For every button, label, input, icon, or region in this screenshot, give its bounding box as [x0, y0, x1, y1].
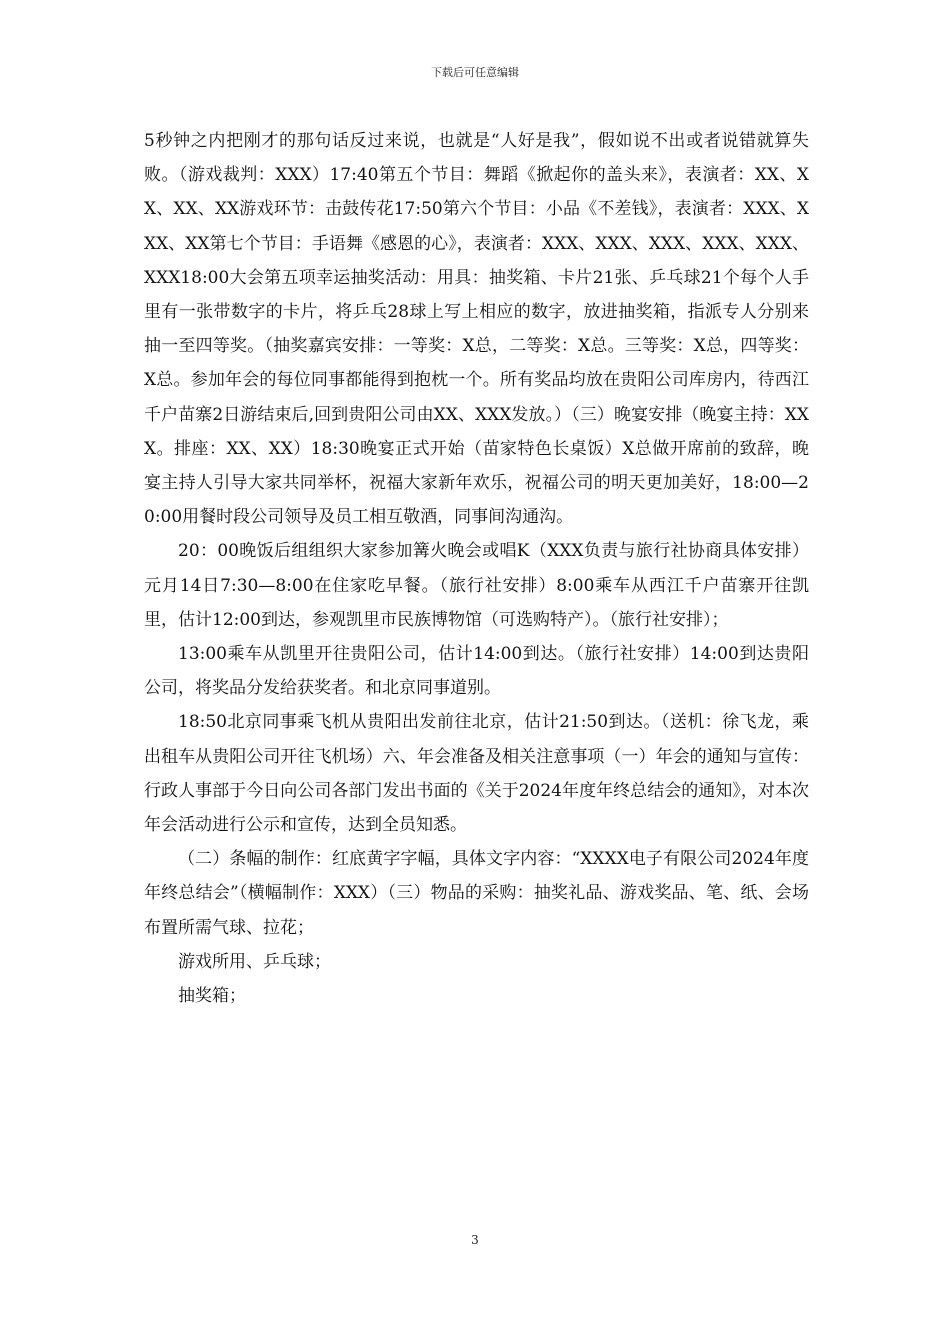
page-number: 3	[471, 1233, 479, 1247]
body-paragraph: 游戏所用、乒乓球；	[178, 951, 331, 972]
page-header: 下载后可任意编辑	[431, 66, 519, 79]
body-paragraph: （二）条幅的制作：红底黄字字幅，具体文字内容：“XXXX电子有限公司2024年度年终总结会”（横幅制作：XXX）（三）物品的采购：抽奖礼品、游戏奖品、笔、纸、会场布置所需气球、拉花；	[144, 849, 809, 938]
body-paragraph: 5秒钟之内把刚才的那句话反过来说，也就是“人好是我”，假如说不出或者说错就算失败。（游戏裁判：XXX）17:40第五个节目：舞蹈《掀起你的盖头来》，表演者：XX、XX、XX、XX游戏环节：击鼓传花17:50第六个节目：小品《不差钱》，表演者：XXX、XXX、XX第七个节目：手语舞《感恩的心》，表演者：XXX、XXX、XXX、XXX、XXX、XXX18:00大会第五项幸运抽奖活动：用具：抽奖箱、卡片21张、乒乓球21个每个人手里有一张带数字的卡片，将乒乓28球上写上相应的数字，放进抽奖箱，指派专人分别来抽一至四等奖。（抽奖嘉宾安排：一等奖：X总，二等奖：X总。三等奖：X总，四等奖：X总。参加年会的每位同事都能得到抱枕一个。所有奖品均放在贵阳公司库房内，待西江千户苗寨2日游结束后,回到贵阳公司由XX、XXX发放。）（三）晚宴安排（晚宴主持：XXX。排座：XX、XX）18:30晚宴正式开始（苗家特色长桌饭）X总做开席前的致辞，晚宴主持人引导大家共同举杯，祝福大家新年欢乐，祝福公司的明天更加美好，18:00—20:00用餐时段公司领导及员工相互敬酒，同事间沟通沟。	[144, 131, 809, 528]
body-paragraph: 18:50北京同事乘飞机从贵阳出发前往北京，估计21:50到达。（送机：徐飞龙，乘出租车从贵阳公司开往飞机场）六、年会准备及相关注意事项（一）年会的通知与宣传：行政人事部于今日向公司各部门发出书面的《关于2024年度年终总结会的通知》，对本次年会活动进行公示和宣传，达到全员知悉。	[144, 712, 809, 836]
body-paragraph: 13:00乘车从凯里开往贵阳公司，估计14:00到达。（旅行社安排）14:00到达贵阳公司，将奖品分发给获奖者。和北京同事道别。	[144, 644, 809, 699]
body-paragraph: 抽奖箱；	[178, 986, 246, 1007]
document-body	[144, 124, 809, 1013]
body-paragraph: 20：00晚饭后组组织大家参加篝火晚会或唱K（XXX负责与旅行社协商具体安排）元月14日7:30—8:00在住家吃早餐。（旅行社安排）8:00乘车从西江千户苗寨开往凯里，估计12:00到达，参观凯里市民族博物馆（可选购特产）。（旅行社安排）；	[144, 541, 809, 630]
